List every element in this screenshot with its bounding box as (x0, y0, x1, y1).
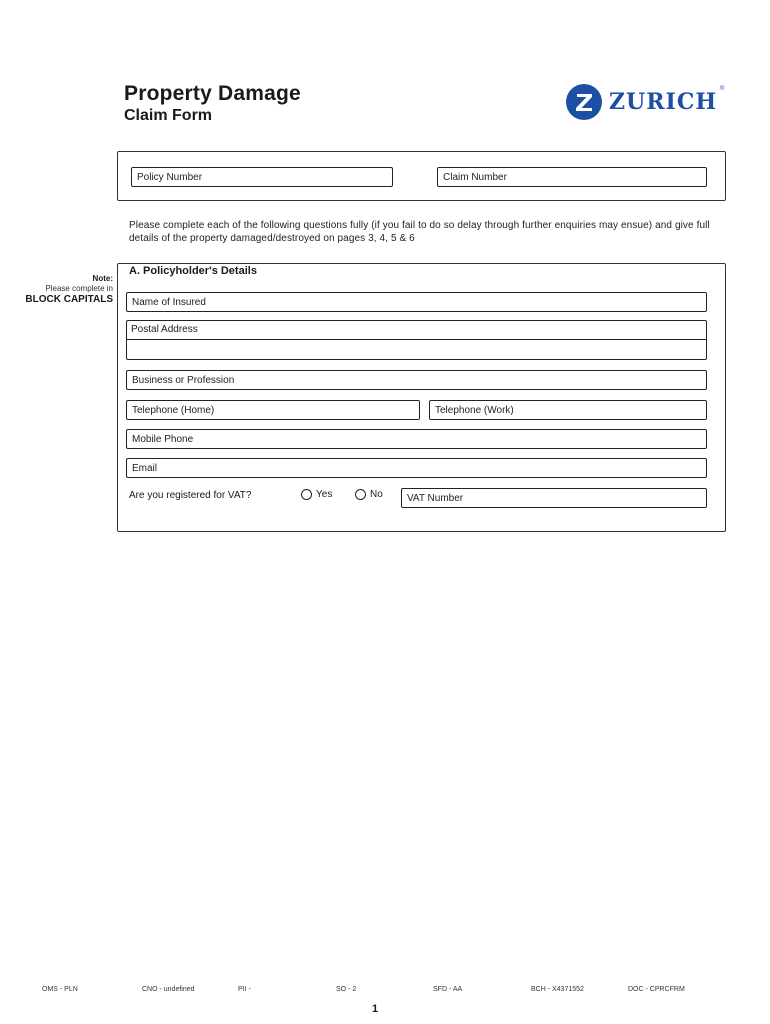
claim-number-field[interactable] (437, 167, 707, 187)
policy-number-field[interactable] (131, 167, 393, 187)
postal-address-field[interactable] (126, 320, 707, 360)
form-subtitle: Claim Form (124, 107, 213, 124)
vat-no-label: No (370, 489, 383, 500)
email-field[interactable] (126, 458, 707, 478)
footer-pii: PII - (238, 986, 251, 993)
registered-mark: ® (720, 86, 725, 92)
vat-number-label: VAT Number (407, 492, 464, 504)
zurich-logo (566, 84, 717, 120)
footer-doc: DOC - CPRCFRM (628, 986, 685, 993)
business-label: Business or Profession (132, 374, 235, 386)
form-title: Property Damage (124, 82, 301, 105)
note-text: Please complete in (45, 284, 113, 293)
vat-question: Are you registered for VAT? (129, 490, 252, 501)
claim-number-label: Claim Number (443, 171, 507, 183)
name-of-insured-field[interactable] (126, 292, 707, 312)
mobile-phone-label: Mobile Phone (132, 433, 194, 445)
vat-no-radio[interactable] (355, 489, 383, 500)
page-number: 1 (372, 1003, 379, 1015)
email-label: Email (132, 462, 158, 474)
name-of-insured-label: Name of Insured (132, 296, 206, 308)
intro-text: Please complete each of the following questions fully (if you fail to do so delay through further enquiries may ensue) and give full details of the property damaged/destroyed on pages 3, 4, 5 & 6 (129, 220, 710, 244)
mobile-phone-field[interactable] (126, 429, 707, 449)
note-label: Note: (92, 274, 113, 283)
footer-cno: CNO - undefined (142, 986, 195, 993)
telephone-work-field[interactable] (429, 400, 707, 420)
telephone-work-label: Telephone (Work) (435, 404, 514, 416)
footer-so: SO - 2 (336, 986, 357, 993)
telephone-home-label: Telephone (Home) (132, 404, 215, 416)
note-block (25, 274, 113, 305)
zurich-z-icon (566, 84, 602, 120)
postal-address-divider (127, 339, 706, 340)
radio-circle-icon (355, 489, 366, 500)
vat-number-field[interactable] (401, 488, 707, 508)
vat-yes-radio[interactable] (301, 489, 332, 500)
telephone-home-field[interactable] (126, 400, 420, 420)
section-a-title: A. Policyholder's Details (129, 265, 257, 277)
footer-sfd: SFD - AA (433, 986, 463, 993)
radio-circle-icon (301, 489, 312, 500)
block-capitals-text: BLOCK CAPITALS (25, 294, 113, 305)
business-field[interactable] (126, 370, 707, 390)
logo-text: ZURICH (609, 89, 718, 115)
policy-number-label: Policy Number (137, 171, 203, 183)
postal-address-label: Postal Address (131, 324, 198, 335)
vat-yes-label: Yes (316, 489, 333, 500)
footer-bch: BCH - X4371552 (531, 986, 584, 993)
footer-oms: OMS - PLN (42, 986, 78, 993)
